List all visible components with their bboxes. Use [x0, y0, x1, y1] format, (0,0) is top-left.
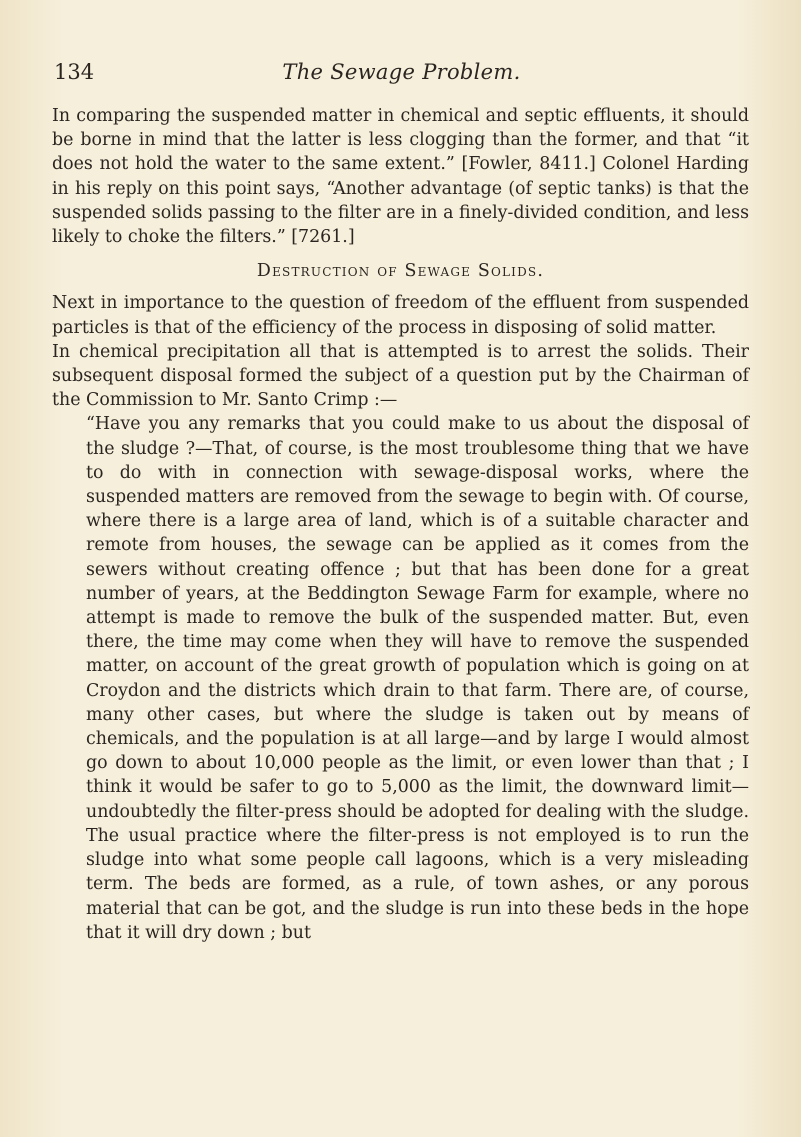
paragraph-importance: Next in importance to the question of freedom of the effluent from suspended particles is that of the efficiency of the process in disposing of solid matter.: [52, 293, 749, 338]
paragraph-suspended-matter: In comparing the suspended matter in chemical and septic effluents, it should be borne in mind that the latter is less clogging than the former, and that “it does not hold the water to the same extent.” [Fowler, 8411.] Colonel Harding in his reply on this point says, “Another advantage (of septic tanks) is that the suspended solids passing to the filter are in a finely-divided condition, and less likely to choke the filters.” [7261.]: [52, 106, 749, 248]
body-text: [52, 104, 749, 945]
quote-paragraph: “Have you any remarks that you could make to us about the disposal of the sludge ?—That, of course, is the most troublesome thing that we have to do with in connection with sewage-disposal works, where the suspended matters are removed from the sewage to begin with. Of course, where there is a large area of land, which is of a suitable character and remote from houses, the sewage can be applied as it comes from the sewers without creating offence ; but that has been done for a great number of years, at the Beddington Sewage Farm for example, where no attempt is made to remove the bulk of the suspended matter. But, even there, the time may come when they will have to remove the suspended matter, on account of the great growth of population which is going on at Croydon and the districts which drain to that farm. There are, of course, many other cases, but where the sludge is taken out by means of chemicals, and the population is at all large—and by large I would almost go down to about 10,000 people as the limit, or even lower than that ; I think it would be safer to go to 5,000 as the limit, the downward limit—undoubtedly the filter-press should be adopted for dealing with the sludge. The usual practice where the filter-press is not employed is to run the sludge into what some people call lagoons, which is a very misleading term. The beds are formed, as a rule, of town ashes, or any porous material that can be got, and the sludge is run into these beds in the hope that it will dry down ; but: [86, 414, 749, 943]
quoted-testimony: [86, 412, 749, 944]
running-title: The Sewage Problem.: [282, 60, 521, 84]
running-head: [54, 60, 749, 90]
paragraph-chemical-precipitation: In chemical precipitation all that is attempted is to arrest the solids. Their subsequent disposal formed the subject of a question put by the Chairman of the Commission to Mr. Santo Crimp :—: [52, 341, 749, 411]
page-number: 134: [54, 60, 95, 84]
section-heading: Destruction of Sewage Solids.: [256, 261, 545, 282]
